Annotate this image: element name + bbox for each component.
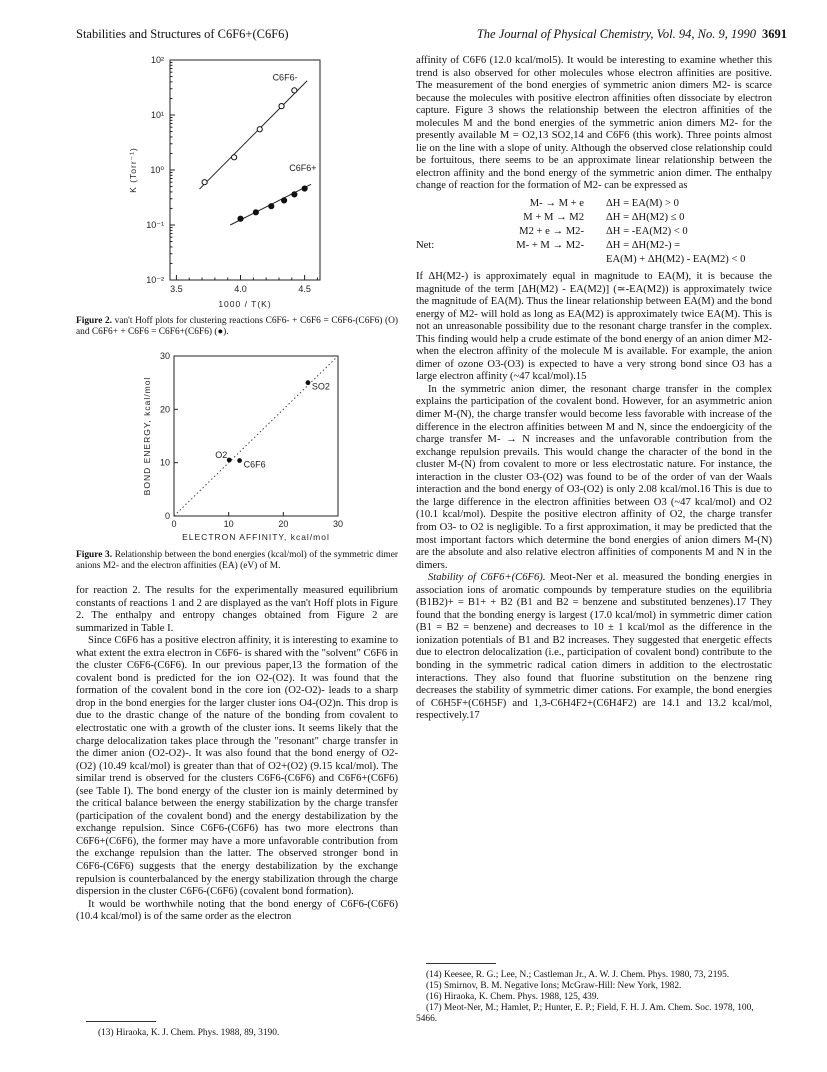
- point-label: O2: [215, 450, 228, 460]
- paragraph: If ΔH(M2-) is approximately equal in magnitude to EA(M), it is because the magnitude of the term [ΔH(M2) - EA(M2)] (≃-EA(M2)) is approximately twice the magnitude of EA(M). Thus the linear relationship between EA(M) and the bond energy of M2- will hold as long as EA(M2) is approximately twice EA(M). This is not an unreasonable possibility due to the resonant charge transfer in the complex. This finding would help a crude estimate of the bond energy of an anion dimer M2- when the electron affinity of the molecule M is available. For example, the anion dimer of ozone O3-(O3) is expected to have a very strong bond since O3 has a large electron affinity (~47 kcal/mol).15: [416, 271, 772, 383]
- anion-data-point: [232, 155, 237, 160]
- data-point: [237, 458, 242, 463]
- cation-data-point: [238, 216, 243, 221]
- right-column-body: [416, 55, 772, 723]
- cation-data-point: [282, 198, 287, 203]
- x-tick-label: 20: [278, 519, 289, 529]
- y-tick-label: 0: [164, 511, 170, 521]
- x-axis-label: ELECTRON AFFINITY, kcal/mol: [182, 532, 330, 542]
- equation-rhs: ΔH = -EA(M2) < 0: [606, 225, 688, 237]
- y-tick-label: 30: [159, 351, 170, 361]
- footnotes-right: [416, 970, 772, 1025]
- cation-data-point: [269, 204, 274, 209]
- journal-citation: The Journal of Physical Chemistry, Vol. 94, No. 9, 1990: [476, 27, 756, 41]
- point-label: SO2: [311, 381, 330, 392]
- figure-2-caption: [76, 316, 398, 338]
- y-tick-label: 20: [159, 404, 170, 415]
- anion-data-point: [279, 104, 284, 109]
- data-point: [306, 380, 311, 385]
- page-number: 3691: [762, 27, 787, 41]
- y-tick-label: 10¹: [150, 110, 164, 120]
- y-tick-label: 10⁻¹: [146, 220, 164, 230]
- footnote-15: (15) Smirnov, B. M. Negative Ions; McGraw-Hill: New York, 1982.: [426, 981, 682, 991]
- paragraph: Since C6F6 has a positive electron affinity, it is interesting to examine to what extent the extra electron in C6F6- is shared with the "solvent" C6F6 in the cluster C6F6-(C6F6). In our previous paper,13 the formation of the covalent bond is predicted for the ion O2-(O2). It was found that the formation of the covalent bond in the core ion (O2-O2)- leads to a sharp drop in the bond energies for the larger cluster ions O4-(O2)n. This drop is due to the drastic change of the nature of the bonding from covalent to electrostatic one with a growth of the cluster ions. It seems likely that the charge delocalization takes place through the "resonant" charge transfer in the dimer anion (O2-O2)-. It was also found that the bond energy of O2-(O2) (10.49 kcal/mol) is greater than that of O2+(O2) (9.15 kcal/mol). The similar trend is observed for the clusters C6F6-(C6F6) and C6F6+(C6F6) (see Table I). The bond energy of the cluster ion is mainly determined by the critical balance between the energy stabilization by the charge transfer (participation of the covalent bond) and the energy destabilization by the exchange repulsion. Since C6F6-(C6F6) has two more electrons than C6F6+(C6F6), the former may have a more unfavorable contribution from the exchange repulsion than the latter. The observed stronger bond in C6F6-(C6F6) suggests that the energy destabilization by the exchange repulsion is counterbalanced by the energy stabilization through the charge dispersion in the cluster C6F6-(C6F6) (covalent bond formation).: [76, 635, 398, 898]
- figure-3-label: Figure 3.: [76, 550, 113, 560]
- point-label: C6F6: [243, 459, 266, 470]
- running-header-journal: [477, 27, 787, 42]
- anion-series-label: C6F6-: [272, 72, 298, 83]
- paragraph: affinity of C6F6 (12.0 kcal/mol5). It would be interesting to examine whether this trend is also observed for other molecules whose electron affinities are positive. The measurement of the bond energies of symmetric anion dimers M2- is scarce because the molecules with positive electron affinities often dissociate by electron capture. Figure 3 shows the relationship between the electron affinities of the molecules M and the bond energies of the symmetric anion dimers M2- for the presently available M = O2,13 SO2,14 and C6F6 (this work). Three points almost lie on the line with a slope of unity. Although the observed close relationship could be fortuitous, there seems to be an approximate linear relationship between the electron affinity and the bond energy of the symmetric anion dimer. The enthalpy change of reaction for the formation of M2- can be expressed as: [416, 55, 772, 192]
- x-tick-label: 3.5: [170, 284, 183, 294]
- y-tick-label: 10²: [150, 55, 164, 65]
- equation-rhs: ΔH = ΔH(M2) ≤ 0: [606, 211, 685, 223]
- equation-rhs-continued: EA(M) + ΔH(M2) - EA(M2) < 0: [606, 253, 746, 265]
- figure-3-bond-energy-plot: [140, 350, 360, 550]
- figure-2-label: Figure 2.: [76, 316, 113, 326]
- footnote-rule: [426, 963, 496, 964]
- equation-lhs: M2 + e → M2-: [519, 225, 584, 237]
- cation-data-point: [302, 186, 307, 191]
- cation-data-point: [292, 192, 297, 197]
- footnote-13: (13) Hiraoka, K. J. Chem. Phys. 1988, 89, 3190.: [98, 1028, 280, 1038]
- equation-block: [416, 197, 772, 267]
- cation-data-point: [253, 210, 258, 215]
- paragraph: In the symmetric anion dimer, the resonant charge transfer in the complex explains the participation of the covalent bond. However, for an asymmetric anion dimer M-(N), the charge transfer would become less favorable with increase of the difference in the electron affinities between M and N, since the endoergicity of the charge transfer M- → N increases and the unfavorable contribution from the exchange repulsion prevails. This would change the character of the bond in the cluster M-(N) from covalent to more or less electrostatic nature. For instance, the interaction in the cluster O3-(O2) was found to be of the order of van der Waals interaction and the bond energy of O3-(O2) is only 2.08 kcal/mol.16 This is due to the large difference in the electron affinities between O3 (~47 kcal/mol) and O2 (10.1 kcal/mol). Despite the positive electron affinity of O2, the charge transfer from O3- to O2 is negligible. To a first approximation, it may be predicted that the most important factors which determine the bond energies of anion dimers M-(N) are the absolute and also relative electron affinities of components M and N in the dimers.: [416, 383, 772, 571]
- figure-3-caption: [76, 550, 398, 572]
- figure-3-caption-text: Relationship between the bond energies (kcal/mol) of the symmetric dimer anions M2- and the electron affinities (EA) (eV) of M.: [76, 550, 398, 571]
- equation-net-label: Net:: [416, 239, 435, 251]
- x-tick-label: 10: [223, 519, 234, 529]
- x-tick-label: 30: [332, 519, 344, 529]
- equation-rhs: ΔH = EA(M) > 0: [606, 197, 679, 209]
- x-axis-label: 1000 / T(K): [218, 299, 272, 309]
- unity-slope-line: [174, 356, 338, 516]
- x-tick-label: 0: [171, 519, 177, 529]
- cation-series-label: C6F6+: [289, 163, 317, 174]
- equation-lhs: M + M → M2: [523, 211, 584, 223]
- equation-lhs: M- + M → M2-: [516, 239, 584, 251]
- equation-rhs: ΔH = ΔH(M2-) =: [606, 239, 681, 251]
- y-tick-label: 10⁰: [150, 165, 164, 175]
- y-tick-label: 10⁻²: [146, 275, 164, 285]
- figure-2-caption-text: van't Hoff plots for clustering reactions C6F6- + C6F6 = C6F6-(C6F6) (O) and C6F6+ + C6F6 = C6F6+(C6F6) (●).: [76, 316, 399, 337]
- y-tick-label: 10: [159, 457, 170, 468]
- figure-2-vant-hoff-plot: [110, 52, 350, 314]
- x-tick-label: 4.0: [234, 284, 247, 294]
- left-column-body: [76, 585, 398, 924]
- anion-data-point: [292, 88, 297, 93]
- paragraph: for reaction 2. The results for the experimentally measured equilibrium constants of reactions 1 and 2 are displayed as the van't Hoff plots in Figure 2. The enthalpy and entropy changes obtained from Figure 2 are summarized in Table I.: [76, 585, 398, 634]
- anion-data-point: [202, 180, 207, 185]
- x-tick-label: 4.5: [298, 284, 311, 294]
- running-header-title: Stabilities and Structures of C6F6+(C6F6): [76, 27, 289, 41]
- section-run-in-title: Stability of C6F6+(C6F6).: [428, 572, 546, 584]
- footnote-17: (17) Meot-Ner, M.; Hamlet, P.; Hunter, E. P.; Field, F. H. J. Am. Chem. Soc. 1978, 100, 5466.: [416, 1003, 754, 1024]
- footnote-14: (14) Keesee, R. G.; Lee, N.; Castleman Jr., A. W. J. Chem. Phys. 1980, 73, 2195.: [426, 970, 730, 980]
- y-axis-label: K (Torr⁻¹): [128, 147, 138, 193]
- paragraph: It would be worthwhile noting that the bond energy of C6F6-(C6F6) (10.4 kcal/mol) is of the same order as the electron: [76, 898, 398, 923]
- footnote-16: (16) Hiraoka, K. Chem. Phys. 1988, 125, 439.: [426, 992, 599, 1002]
- footnote-rule: [86, 1021, 156, 1022]
- equation-lhs: M- → M + e: [529, 197, 584, 209]
- anion-data-point: [257, 127, 262, 132]
- data-point: [227, 458, 232, 463]
- paragraph: Meot-Ner et al. measured the bonding energies in association ions of aromatic compounds by temperature studies on the equilibria (B1B2)+ = B1+ + B2 (B1 and B2 = benzene and substituted benzenes).17 They found that the bonding energy is largest (17.0 kcal/mol) in symmetric dimer cation (B1 = B2 = benzene) and decreases to 10 ± 1 kcal/mol as the difference in the ionization potentials of B1 and B2 increases. They suggested that energetic effects due to electron delocalization (i.e., participation of covalent bond) contribute to the bonding in the symmetric radical cation dimers in addition to the electrostatic interactions. They also found that fluorine substitution on the benzene ring decreases the stability of symmetric dimer cations. For example, the bond energies of C6H5F+(C6H5F) and 1,3-C6H4F2+(C6H4F2) are 14.1 and 13.2 kcal/mol, respectively.17: [416, 572, 772, 722]
- y-axis-label: BOND ENERGY, kcal/mol: [142, 376, 152, 496]
